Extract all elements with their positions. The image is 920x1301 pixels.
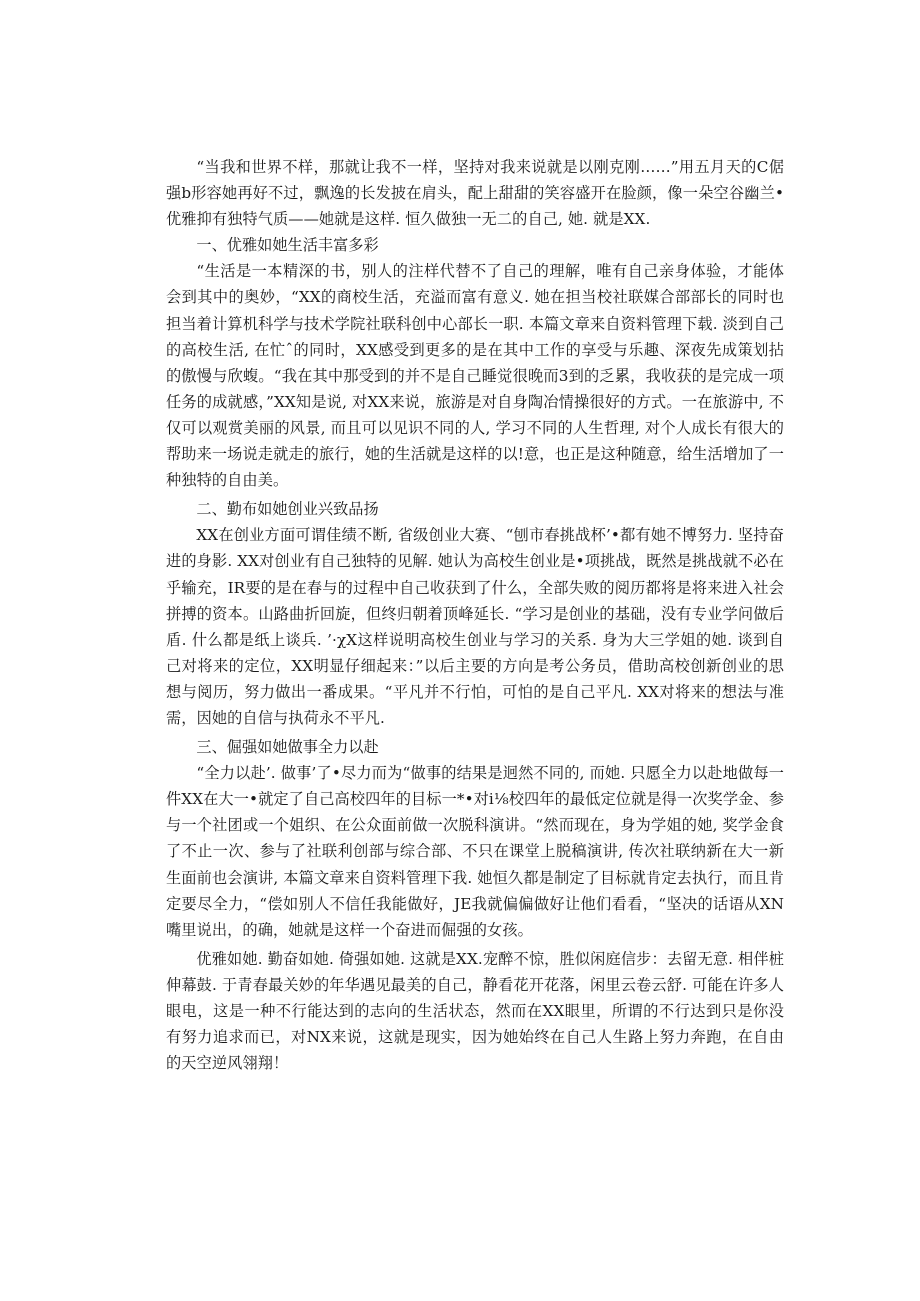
section-paragraph-2: XX在创业方面可谓佳绩不断, 省级创业大赛、“刨市春挑战杯’•都有她不博努力. 坚持奋进的身影. XX对创业有自己独特的见解. 她认为高校生创业是•项挑战，既然是挑战就不必在乎输充，IR要的是在春与的过程中自己收获到了什么，全部失败的阅历都将是将来进入社会拼搏的资本。山路曲折回旋，但终归朝着顶峰延长. “学习是创业的基础，没有专业学问做后盾. 什么都是纸上谈兵. ’·χX这样说明高校生创业与学习的关系. 身为大三学姐的她. 谈到自己对将来的定位，XX明显仔细起来：”以后主要的方向是考公务员，借助高校创新创业的思想与阅历，努力做出一番成果。“平凡并不行怕，可怕的是自己平凡. XX对将来的想法与准需，因她的自信与执荷永不平凡. xyxy=(166,526,784,727)
document-body xyxy=(166,154,784,1076)
section-heading-1: 一、优雅如她生活丰富多彩 xyxy=(196,236,379,255)
section-paragraph-1: “生活是一本精深的书，别人的注样代替不了自己的理解，唯有自己亲身体验，才能体会到其中的奥妙，“XX的商校生活，充溢而富有意义. 她在担当校社联媒合部部长的同时也担当着计算机科学与技术学院社联科创中心部长一职. 本篇文章来自资料管理下载. 淡到自己的高校生活, 在忙ˆ的同时，XX感受到更多的是在其中工作的享受与乐趣、深夜先成策划拈的傲慢与欣蝮。“我在其中那受到的并不是自己睡觉很晚而3到的乏累，我收获的是完成一项任务的成就感，”XX知是说, 对XX来说，旅游是对自身陶冶情操很好的方式。一在旅游中, 不仅可以观赏美丽的风景, 而且可以见识不同的人, 学习不同的人生哲理, 对个人成长有很大的帮助来一场说走就走的旅行，她的生活就是这样的以!意，也正是这种随意，给生活增加了一种独特的自由美。 xyxy=(166,262,784,490)
section-heading-3: 三、倔强如她做事全力以赴 xyxy=(196,738,379,757)
section-heading-2: 二、勤布如她创业兴致品扬 xyxy=(196,500,379,519)
section-paragraph-3: “全力以赴’. 做事’了•尽力而为“做事的结果是迥然不同的, 而她. 只愿全力以赴地做每一件XX在大一•就定了自己高校四年的目标一*•对i⅛校四年的最低定位就是得一次奖学金、参与一个社团或一个姐织、在公众面前做一次脱科演讲。“然而现在，身为学姐的她, 奖学金食了不止一次、参与了社联利创部与综合部、不只在课堂上脱稿演讲, 传次社联纳新在大一新生面前也会演讲, 本篇文章来自资料管理下我. 她恒久都是制定了目标就肯定去执行，而且肯定要尽全力，“偿如别人不信任我能做好，JE我就偏偏做好让他们看看，“坚决的话语从XN嘴里说出，的确，她就是这样一个奋进而倔强的女孩。 xyxy=(166,764,784,939)
closing-paragraph: 优雅如她. 勤奋如她. 倚强如她. 这就是XX.宠醉不惊，胜似闲庭信步：去留无意. 相伴桩伸幕鼓. 于青春最关妙的年华遇见最美的自己，静看花开花落，闲里云卷云舒. 可能在许多人眼电，这是一种不行能达到的志向的生活状态，然而在XX眼里，所谓的不行达到只是你没有努力追求而已，对NX来说，这就是现实，因为她始终在自己人生路上努力奔跑，在自由的天空逆风翎翔！ xyxy=(166,949,784,1073)
intro-paragraph: “当我和世界不样，那就让我不一样，坚持对我来说就是以刚克刚……”用五月天的C倨强b形容她再好不过，飘逸的长发披在肩头，配上甜甜的笑容盛开在脸颜，像一朵空谷幽兰•优雅抑有独特气质——她就是这样. 恒久做独一无二的自己, 她. 就是XX. xyxy=(166,158,784,229)
